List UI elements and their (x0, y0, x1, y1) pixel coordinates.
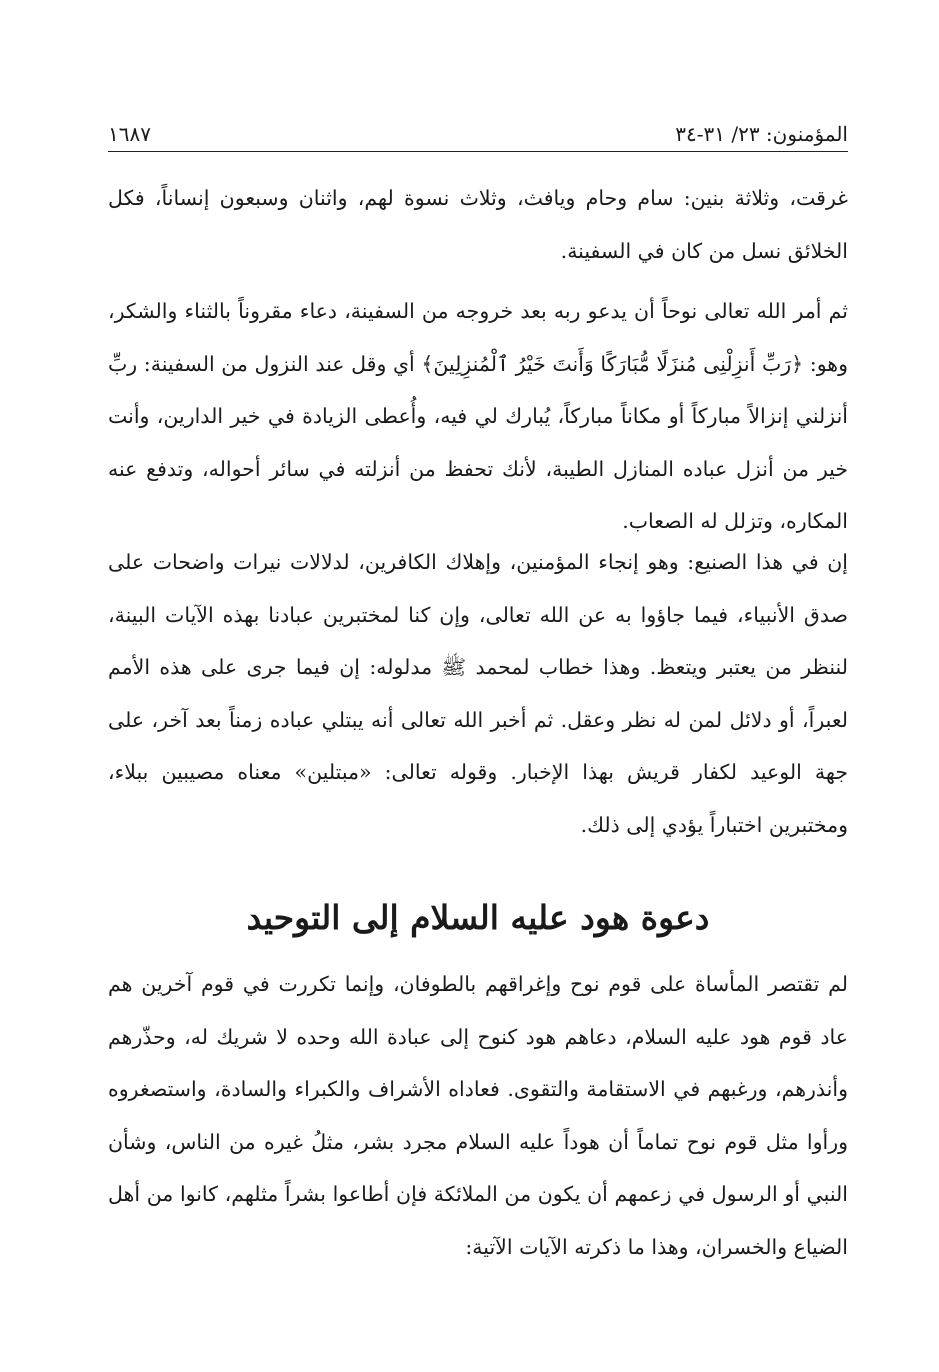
header-divider (108, 151, 848, 152)
running-header (108, 112, 848, 146)
paragraph-tail-text: أي وقل عند النزول من السفينة: ربِّ أنزلني إنزالاً مباركاً أو مكاناً مباركاً، يُبارك لي فيه، وأُعطى الزيادة في خير الدارين، وأنت خير من أنزل عباده المنازل الطيبة، لأنك تحفظ من أنزلته في سائر أحواله، وتدفع عنه المكاره، وتزلل له الصعاب. (108, 351, 848, 533)
paragraph-noah-family: غرقت، وثلاثة بنين: سام وحام ويافث، وثلاث نسوة لهم، واثنان وسبعون إنساناً، فكل الخلائق نسل من كان في السفينة. (108, 186, 848, 263)
section-heading: دعوة هود عليه السلام إلى التوحيد (246, 898, 710, 937)
surah-reference: المؤمنون: ٢٣/ ٣١-٣٤ (675, 122, 848, 146)
paragraph-noah-prayer (108, 285, 848, 548)
paragraph-hud-call: لم تقتصر المأساة على قوم نوح وإغراقهم بالطوفان، وإنما تكررت في قوم آخرين هم عاد قوم هود عليه السلام، دعاهم هود كنوح إلى عبادة الله وحده لا شريك له، وحذّرهم وأنذرهم، ورغبهم في الاستقامة والتقوى. فعاداه الأشراف والكبراء والسادة، واستصغروه ورأوا مثل قوم نوح تماماً أن هوداً عليه السلام مجرد بشر، مثلُ غيره من الناس، وشأن النبي أو الرسول في زعمهم أن يكون من الملائكة فإن أطاعوا بشراً مثلهم، كانوا من أهل الضياع والخسران، وهذا ما ذكرته الآيات الآتية: (108, 972, 848, 1259)
quran-verse-quote: ﴿رَبِّ أَنزِلْنِى مُنزَلًا مُّبَارَكًا وَأَنتَ خَيْرُ ٱلْمُنزِلِينَ﴾ (421, 351, 804, 376)
page-number: ١٦٨٧ (108, 122, 151, 146)
paragraph-lead-text: ثم أمر الله تعالى نوحاً أن يدعو ربه بعد خروجه من السفينة، دعاء مقروناً بالثناء والشكر، وهو: (108, 299, 848, 376)
paragraph-signs-and-trials: إن في هذا الصنيع: وهو إنجاء المؤمنين، وإهلاك الكافرين، لدلالات نيرات واضحات على صدق الأنبياء، فيما جاؤوا به عن الله تعالى، وإن كنا لمختبرين عبادنا بهذه الآيات البينة، لننظر من يعتبر ويتعظ. وهذا خطاب لمحمد ﷺ مدلوله: إن فيما جرى على هذه الأمم لعبراً، أو دلائل لمن له نظر وعقل. ثم أخبر الله تعالى أنه يبتلي عباده زمناً بعد آخر، على جهة الوعيد لكفار قريش بهذا الإخبار. وقوله تعالى: «مبتلين» معناه مصيبين ببلاء، ومختبرين اختباراً يؤدي إلى ذلك. (108, 550, 848, 837)
